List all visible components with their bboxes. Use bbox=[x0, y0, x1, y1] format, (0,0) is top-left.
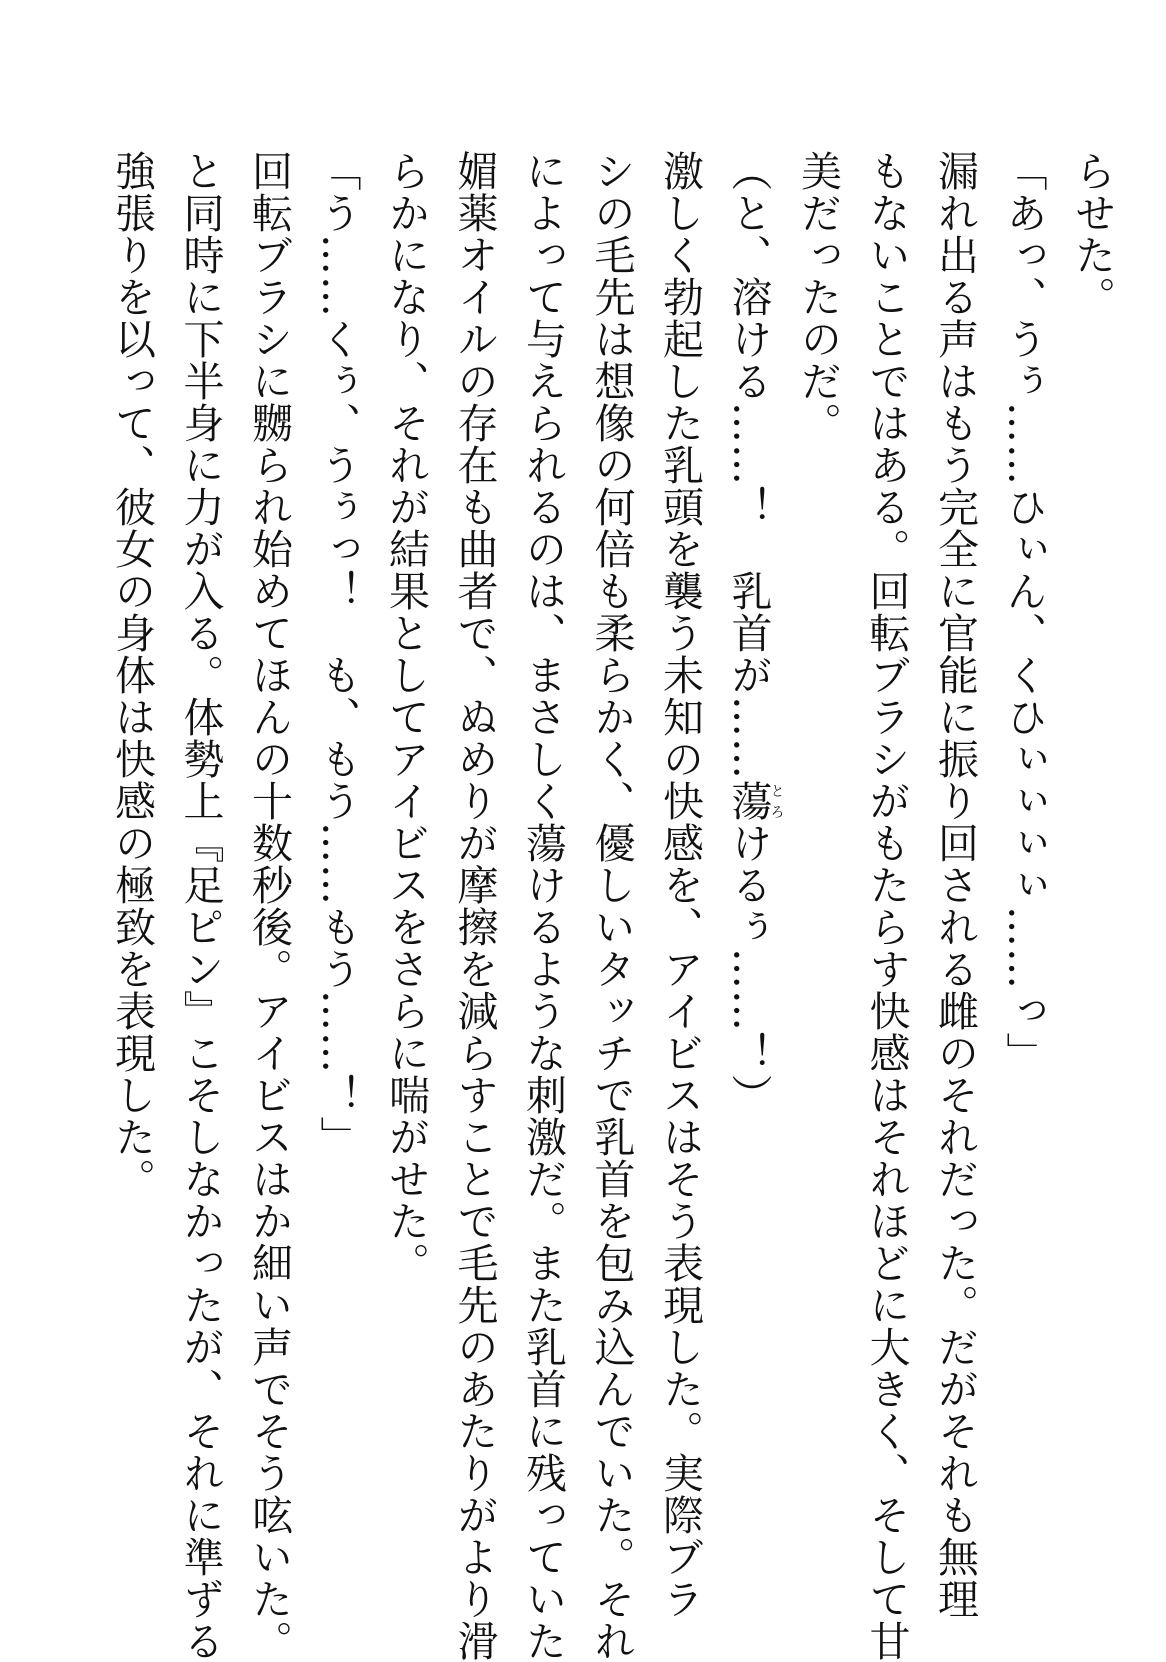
text-segment: けるぅ……！） bbox=[724, 822, 773, 1116]
vertical-text-block bbox=[98, 150, 1127, 1662]
text-line: もないことではある。回転ブラシがもたらす快感はそれほどに大きく、そして甘 bbox=[862, 150, 911, 1662]
ruby-reading: とろ bbox=[768, 780, 785, 822]
text-line: 強張りを以って、彼女の身体は快感の極致を表現した。 bbox=[108, 150, 156, 1200]
text-line: 美だったのだ。 bbox=[794, 150, 842, 444]
text-line: シの毛先は想像の何倍も柔らかく、優しいタッチで乳首を包み込んでいた。それ bbox=[587, 150, 636, 1662]
text-line: 「あっ、うぅ……ひぃん、くひぃぃぃぃ……っ」 bbox=[999, 150, 1048, 1074]
text-line: らかになり、それが結果としてアイビスをさらに喘がせた。 bbox=[382, 150, 430, 1284]
text-line: 「う……くぅ、うぅっ！ も、もう……もう……！」 bbox=[313, 150, 362, 1158]
text-line: によって与えられるのは、まさしく蕩けるような刺激だ。また乳首に残っていた bbox=[519, 150, 567, 1662]
ruby-base: 蕩 bbox=[724, 780, 773, 822]
text-line: 激しく勃起した乳頭を襲う未知の快感を、アイビスはそう表現した。実際ブラ bbox=[656, 150, 704, 1620]
text-line-with-ruby bbox=[714, 150, 784, 1570]
text-line: 漏れ出る声はもう完全に官能に振り回される雌のそれだった。だがそれも無理 bbox=[931, 150, 979, 1620]
text-line: 回転ブラシに嬲られ始めてほんの十数秒後。アイビスはか細い声でそう呟いた。 bbox=[245, 150, 293, 1662]
text-line: 媚薬オイルの存在も曲者で、ぬめりが摩擦を減らすことで毛先のあたりがより滑 bbox=[450, 150, 499, 1662]
text-line: らせた。 bbox=[1068, 150, 1116, 318]
ruby-word bbox=[724, 780, 785, 822]
text-line: と同時に下半身に力が入る。体勢上『足ピン』こそしなかったが、それに準ずる bbox=[176, 150, 225, 1662]
text-segment: （と、溶ける……！ 乳首が…… bbox=[724, 150, 773, 780]
